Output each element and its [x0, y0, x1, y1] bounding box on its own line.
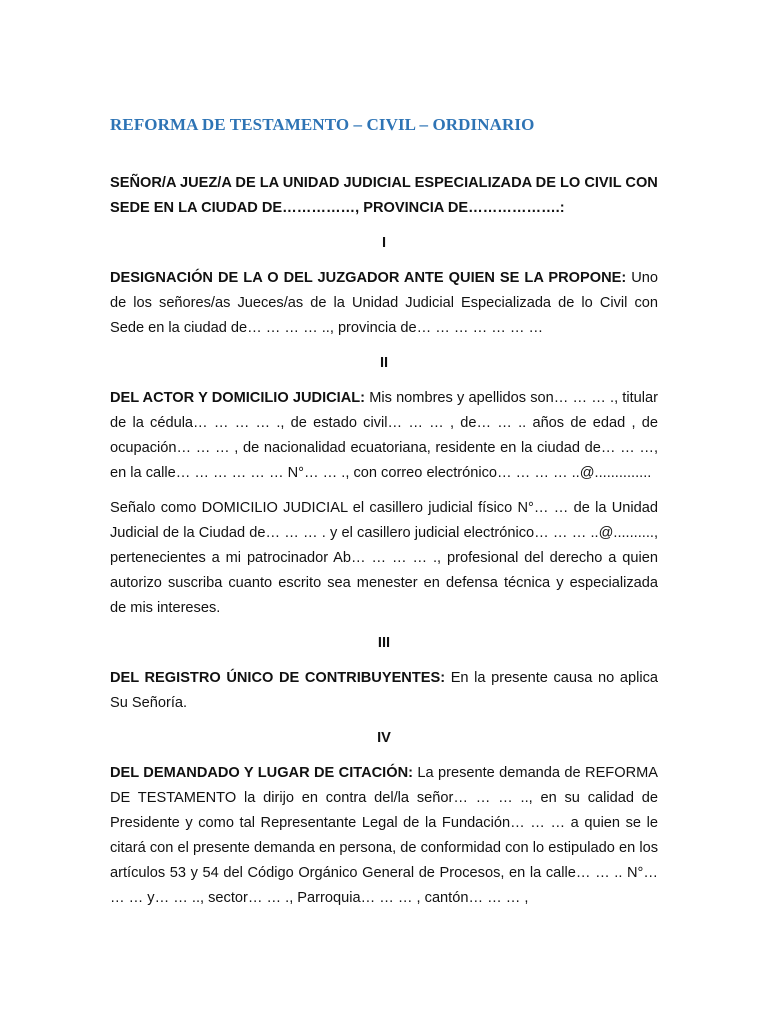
section-paragraph-2 [110, 386, 658, 486]
section-numeral-1: I [381, 235, 387, 251]
section-body-3: En la presente causa no aplica Su Señoría. [110, 670, 658, 711]
section-paragraph-1 [110, 266, 658, 341]
addressee: SEÑOR/A JUEZ/A DE LA UNIDAD JUDICIAL ESPECIALIZADA DE LO CIVIL CON SEDE EN LA CIUDAD DE……………, PROVINCIA DE……………….: [110, 175, 658, 216]
section-paragraph-3 [110, 666, 658, 716]
section-heading-4: DEL DEMANDADO Y LUGAR DE CITACIÓN: [110, 765, 413, 781]
section-numeral-2: II [379, 355, 389, 371]
section-body-4: La presente demanda de REFORMA DE TESTAMENTO la dirijo en contra del/la señor… … … .., en su calidad de Presidente y como tal Representante Legal de la Fundación… … … a quien se le citará con el presente demanda en persona, de conformidad con lo estipulado en los artículos 53 y 54 del Código Orgánico General de Procesos, en la calle… … .. N°… … … y… … .., sector… … ., Parroquia… … … , cantón… … … , [110, 765, 658, 906]
section-numeral-4: IV [377, 730, 391, 746]
section-heading-3: DEL REGISTRO ÚNICO DE CONTRIBUYENTES: [110, 670, 446, 686]
section-paragraph-2-domicile: Señalo como DOMICILIO JUDICIAL el casillero judicial físico N°… … de la Unidad Judicial de la Ciudad de… … … . y el casillero judicial electrónico… … … ..@.........., pertenecientes a mi patrocinador Ab… … … … ., profesional del derecho a quien autorizo suscriba cuanto escrito sea menester en defensa técnica y especializada de mis intereses. [110, 500, 658, 616]
section-body-1: Uno de los señores/as Jueces/as de la Unidad Judicial Especializada de lo Civil con Sede en la ciudad de… … … … .., provincia de… … … … … … … [110, 270, 658, 336]
section-heading-1: DESIGNACIÓN DE LA O DEL JUZGADOR ANTE QUIEN SE LA PROPONE: [110, 270, 627, 286]
document-content [110, 112, 658, 921]
section-heading-2: DEL ACTOR Y DOMICILIO JUDICIAL: [110, 390, 366, 406]
section-paragraph-4 [110, 761, 658, 911]
section-body-2: Mis nombres y apellidos son… … … ., titular de la cédula… … … … ., de estado civil… … … , de… … .. años de edad , de ocupación… … … , de nacionalidad ecuatoriana, residente en la ciudad de… … …, en la calle… … … … … … N°… … ., con correo electrónico… … … … ..@.............. [110, 390, 658, 481]
document-title: REFORMA DE TESTAMENTO – CIVIL – ORDINARIO [110, 115, 535, 134]
section-numeral-3: III [377, 635, 391, 651]
